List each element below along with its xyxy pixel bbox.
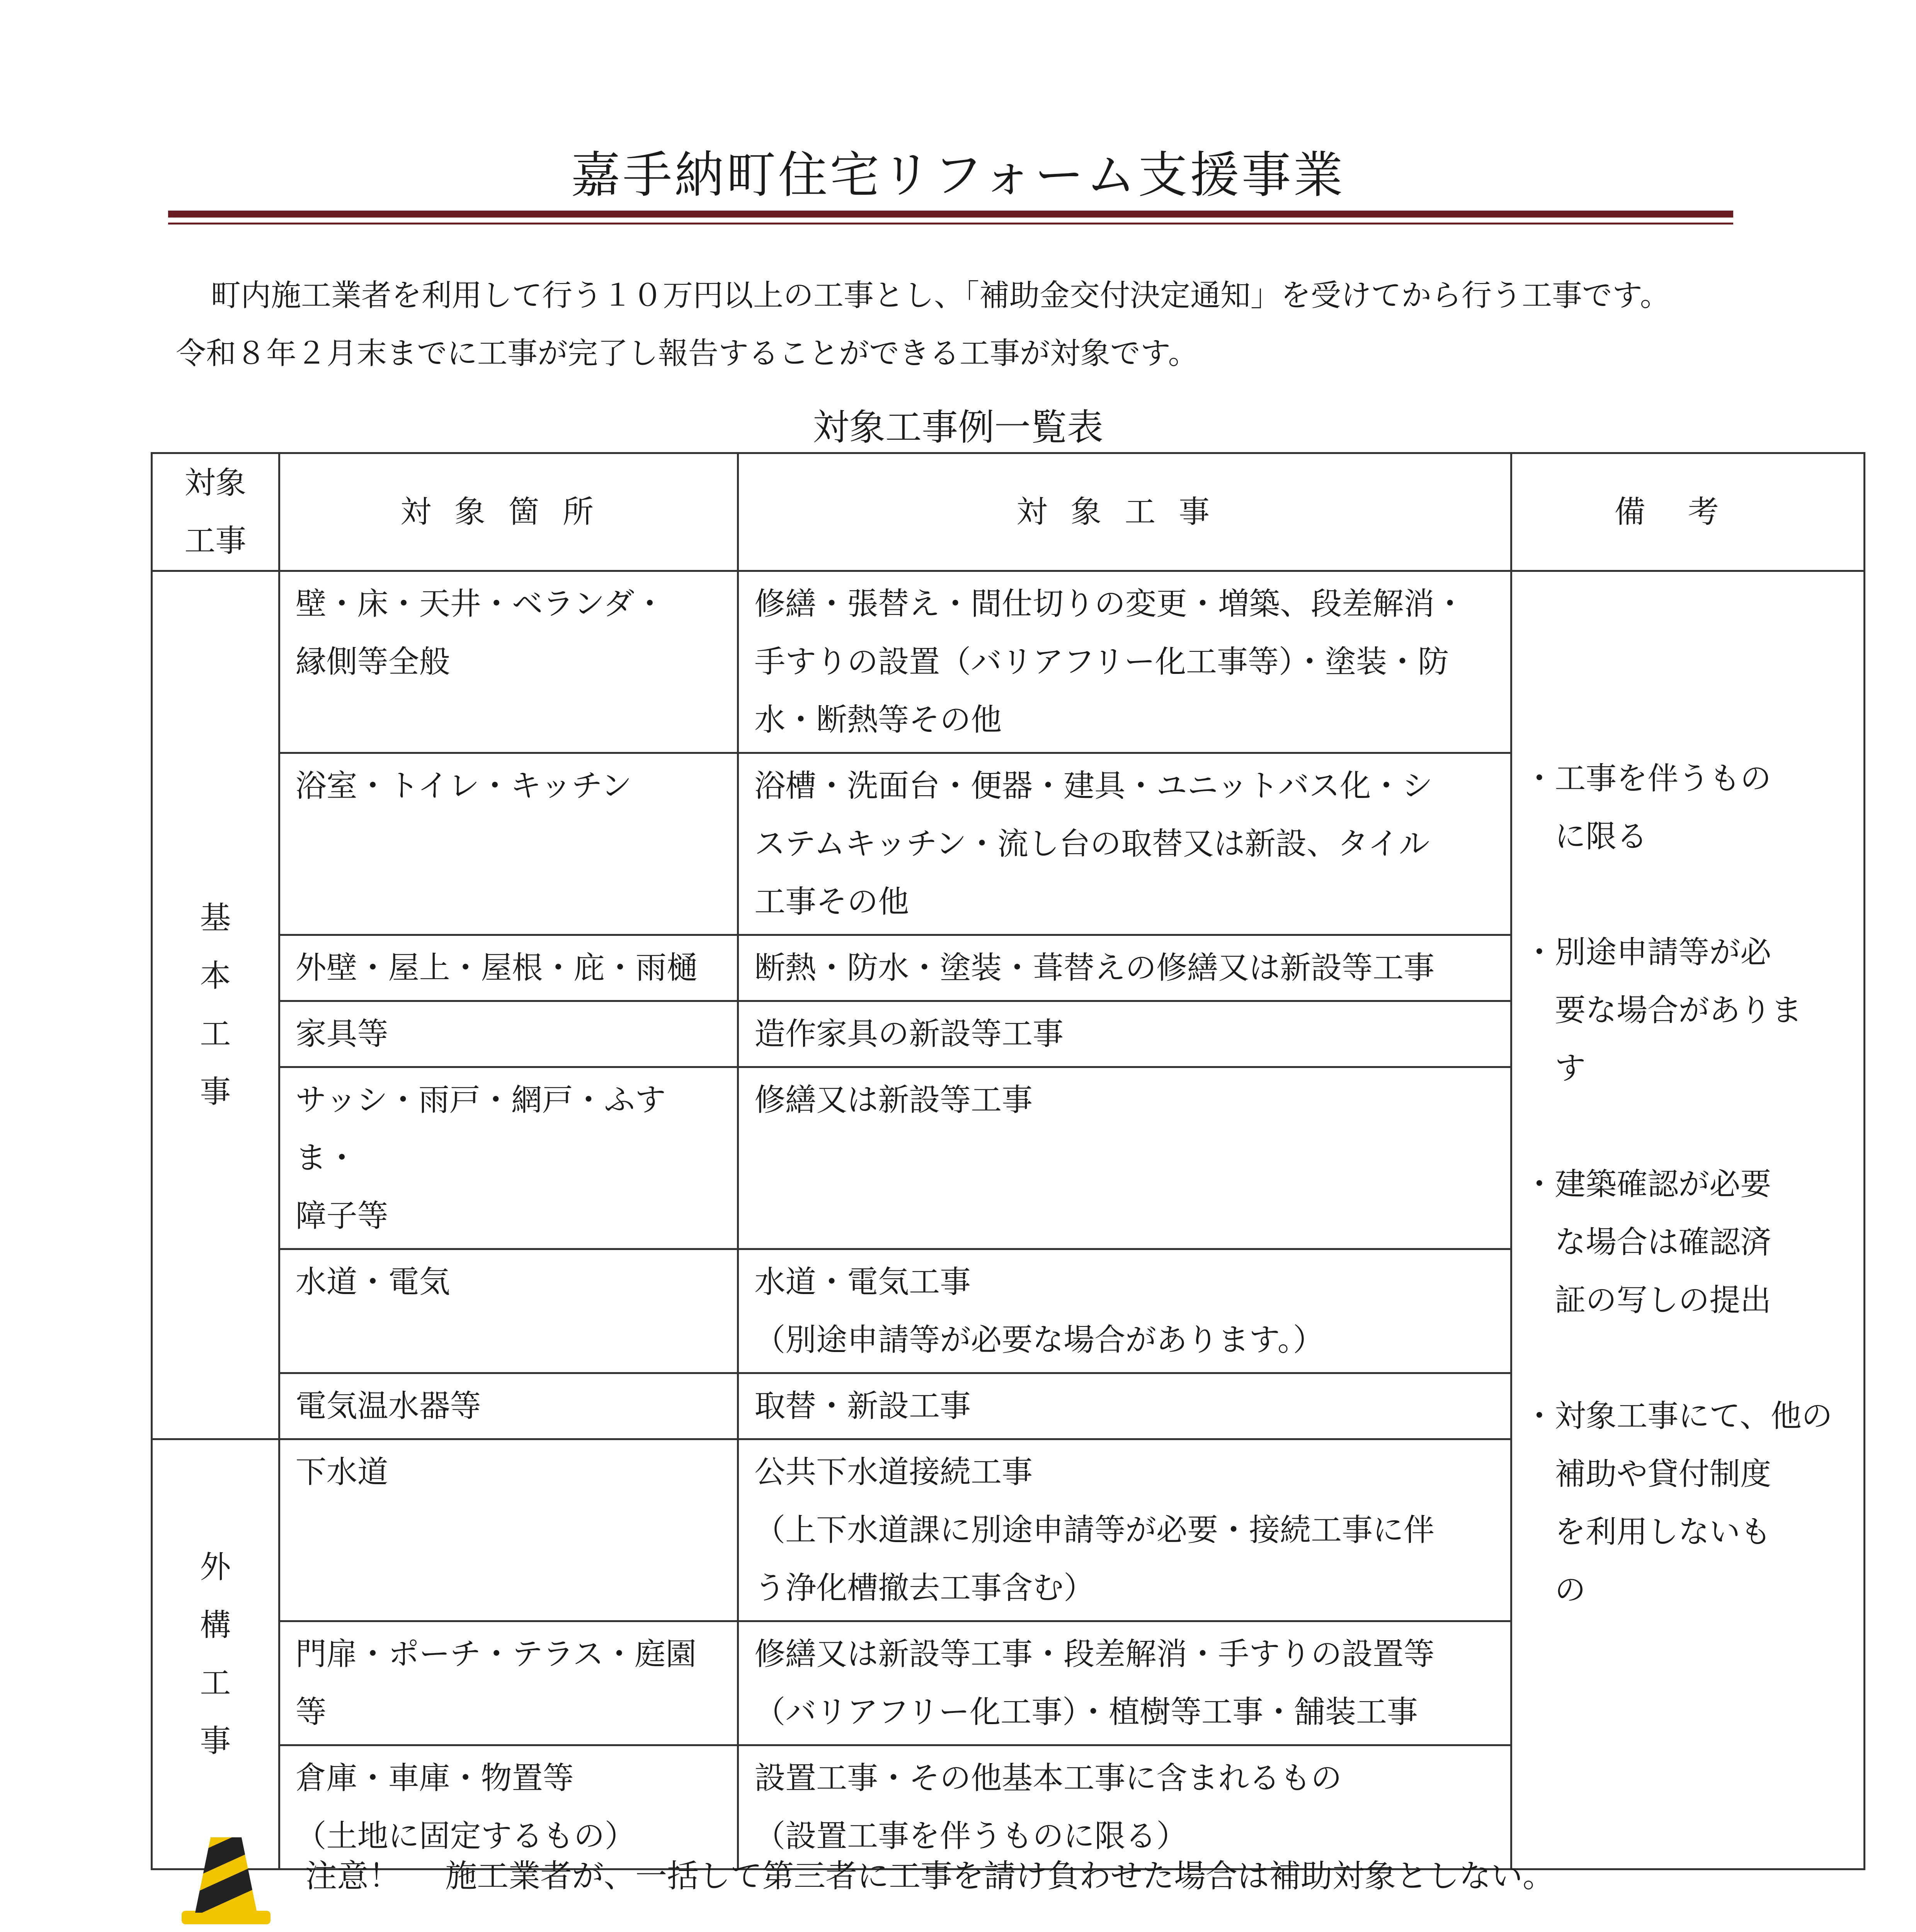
- basic-category-char: 基: [200, 900, 231, 936]
- exterior-category-char: 工: [200, 1665, 231, 1701]
- header-work: 対象工事: [738, 453, 1511, 571]
- place-line: 等: [295, 1694, 327, 1730]
- header-category-line2: 工事: [184, 523, 247, 559]
- note-item: [1524, 923, 1854, 1097]
- header-category-line1: 対象: [184, 465, 247, 501]
- work-cell: [738, 1067, 1511, 1249]
- work-line: 水・断熱等その他: [754, 702, 1002, 738]
- note-item: [1524, 1387, 1854, 1619]
- place-line: 水道・電気: [295, 1264, 450, 1300]
- place-line: 門扉・ポーチ・テラス・庭園: [295, 1636, 697, 1672]
- table-header-row: [152, 453, 1865, 571]
- traffic-cone-icon: [174, 1833, 278, 1926]
- work-line: 浴槽・洗面台・便器・建具・ユニットバス化・シ: [754, 768, 1433, 804]
- place-line: 縁側等全般: [295, 644, 450, 680]
- work-line: 修繕又は新設等工事: [754, 1082, 1033, 1118]
- basic-category-cell: [152, 571, 279, 1439]
- place-line: サッシ・雨戸・網戸・ふすま・: [295, 1082, 666, 1176]
- place-cell: [279, 1621, 738, 1745]
- place-cell: [279, 1001, 738, 1067]
- place-cell: [279, 1067, 738, 1249]
- work-line: （上下水道課に別途申請等が必要・接続工事に伴: [754, 1512, 1435, 1548]
- table-row: [152, 571, 1865, 753]
- work-line: 水道・電気工事: [754, 1264, 971, 1300]
- work-line: （設置工事を伴うものに限る）: [754, 1818, 1188, 1854]
- work-line: ステムキッチン・流し台の取替又は新設、タイル: [754, 826, 1430, 862]
- place-line: 壁・床・天井・ベランダ・: [295, 586, 665, 622]
- work-cell: [738, 1439, 1511, 1621]
- work-line: 手すりの設置（バリアフリー化工事等）・塗装・防: [754, 644, 1449, 680]
- caution-text: 施工業者が、一括して第三者に工事を請け負わせた場合は補助対象としない。: [445, 1858, 1555, 1895]
- place-line: 障子等: [295, 1198, 388, 1234]
- place-cell: [279, 1439, 738, 1621]
- work-line: 断熱・防水・塗装・葺替えの修繕又は新設等工事: [754, 950, 1435, 986]
- work-line: 設置工事・その他基本工事に含まれるもの: [754, 1760, 1342, 1796]
- note-item: [1524, 1155, 1854, 1329]
- note-line: を利用しないも: [1524, 1514, 1771, 1550]
- work-line: 取替・新設工事: [754, 1388, 971, 1424]
- table-body: [152, 571, 1865, 1869]
- title-underline-thick: [168, 211, 1733, 218]
- place-cell: [279, 753, 738, 935]
- place-line: （土地に固定するもの）: [295, 1818, 636, 1854]
- exterior-category-char: 構: [200, 1607, 231, 1643]
- header-category: [152, 453, 279, 571]
- note-line: な場合は確認済: [1524, 1224, 1771, 1260]
- note-item: [1524, 750, 1854, 866]
- caution-label: 注意！: [305, 1858, 401, 1895]
- note-line: す: [1524, 1050, 1586, 1086]
- work-cell: [738, 1001, 1511, 1067]
- page-title: 嘉手納町住宅リフォーム支援事業: [571, 146, 1345, 204]
- work-cell: [738, 571, 1511, 753]
- basic-category-char: 工: [200, 1016, 231, 1052]
- note-line: 証の写しの提出: [1524, 1282, 1771, 1318]
- place-line: 家具等: [295, 1016, 388, 1052]
- header-place: 対象箇所: [279, 453, 738, 571]
- work-line: 公共下水道接続工事: [754, 1454, 1033, 1490]
- place-cell: [279, 571, 738, 753]
- header-note: 備考: [1511, 453, 1865, 571]
- intro-line-1: 町内施工業者を利用して行う１０万円以上の工事とし、「補助金交付決定通知」を受けてから行う工事です。: [211, 278, 1670, 313]
- place-line: 電気温水器等: [295, 1388, 481, 1424]
- basic-category-char: 事: [200, 1074, 231, 1110]
- title-underline-thin: [168, 223, 1733, 224]
- note-line: ・建築確認が必要: [1524, 1166, 1771, 1202]
- note-line: ・工事を伴うもの: [1524, 760, 1771, 796]
- work-line: （バリアフリー化工事）・植樹等工事・舗装工事: [754, 1694, 1418, 1730]
- work-line: 造作家具の新設等工事: [754, 1016, 1064, 1052]
- place-cell: [279, 1249, 738, 1373]
- place-line: 外壁・屋上・屋根・庇・雨樋: [295, 950, 698, 986]
- place-line: 浴室・トイレ・キッチン: [295, 768, 632, 804]
- place-cell: [279, 1373, 738, 1439]
- work-cell: [738, 935, 1511, 1001]
- note-line: の: [1524, 1572, 1586, 1608]
- work-line: 修繕・張替え・間仕切りの変更・増築、段差解消・: [754, 586, 1466, 622]
- intro-line-2: 令和８年２月末までに工事が完了し報告することができる工事が対象です。: [176, 336, 1198, 371]
- work-cell: [738, 1373, 1511, 1439]
- notes-cell: [1511, 571, 1865, 1869]
- place-cell: [279, 935, 738, 1001]
- work-line: 修繕又は新設等工事・段差解消・手すりの設置等: [754, 1636, 1435, 1672]
- exterior-category-char: 外: [200, 1549, 231, 1585]
- works-table: [151, 452, 1865, 1870]
- place-line: 倉庫・車庫・物置等: [295, 1760, 574, 1796]
- note-line: に限る: [1524, 818, 1648, 854]
- note-line: 要な場合がありま: [1524, 992, 1802, 1028]
- basic-category-char: 本: [200, 958, 231, 994]
- note-line: ・別途申請等が必: [1524, 934, 1771, 970]
- place-line: 下水道: [295, 1454, 388, 1490]
- caution-notice: [305, 1851, 1554, 1896]
- work-cell: [738, 1249, 1511, 1373]
- work-line: （別途申請等が必要な場合があります。）: [754, 1322, 1324, 1358]
- note-line: 補助や貸付制度: [1524, 1456, 1771, 1492]
- intro-text: [176, 267, 1896, 383]
- table-caption: 対象工事例一覧表: [812, 406, 1103, 449]
- exterior-category-char: 事: [200, 1723, 231, 1759]
- note-line: ・対象工事にて、他の: [1524, 1398, 1833, 1434]
- work-line: 工事その他: [754, 884, 909, 920]
- exterior-category-cell: [152, 1439, 279, 1869]
- work-cell: [738, 1621, 1511, 1745]
- work-cell: [738, 753, 1511, 935]
- work-line: う浄化槽撤去工事含む）: [754, 1570, 1095, 1606]
